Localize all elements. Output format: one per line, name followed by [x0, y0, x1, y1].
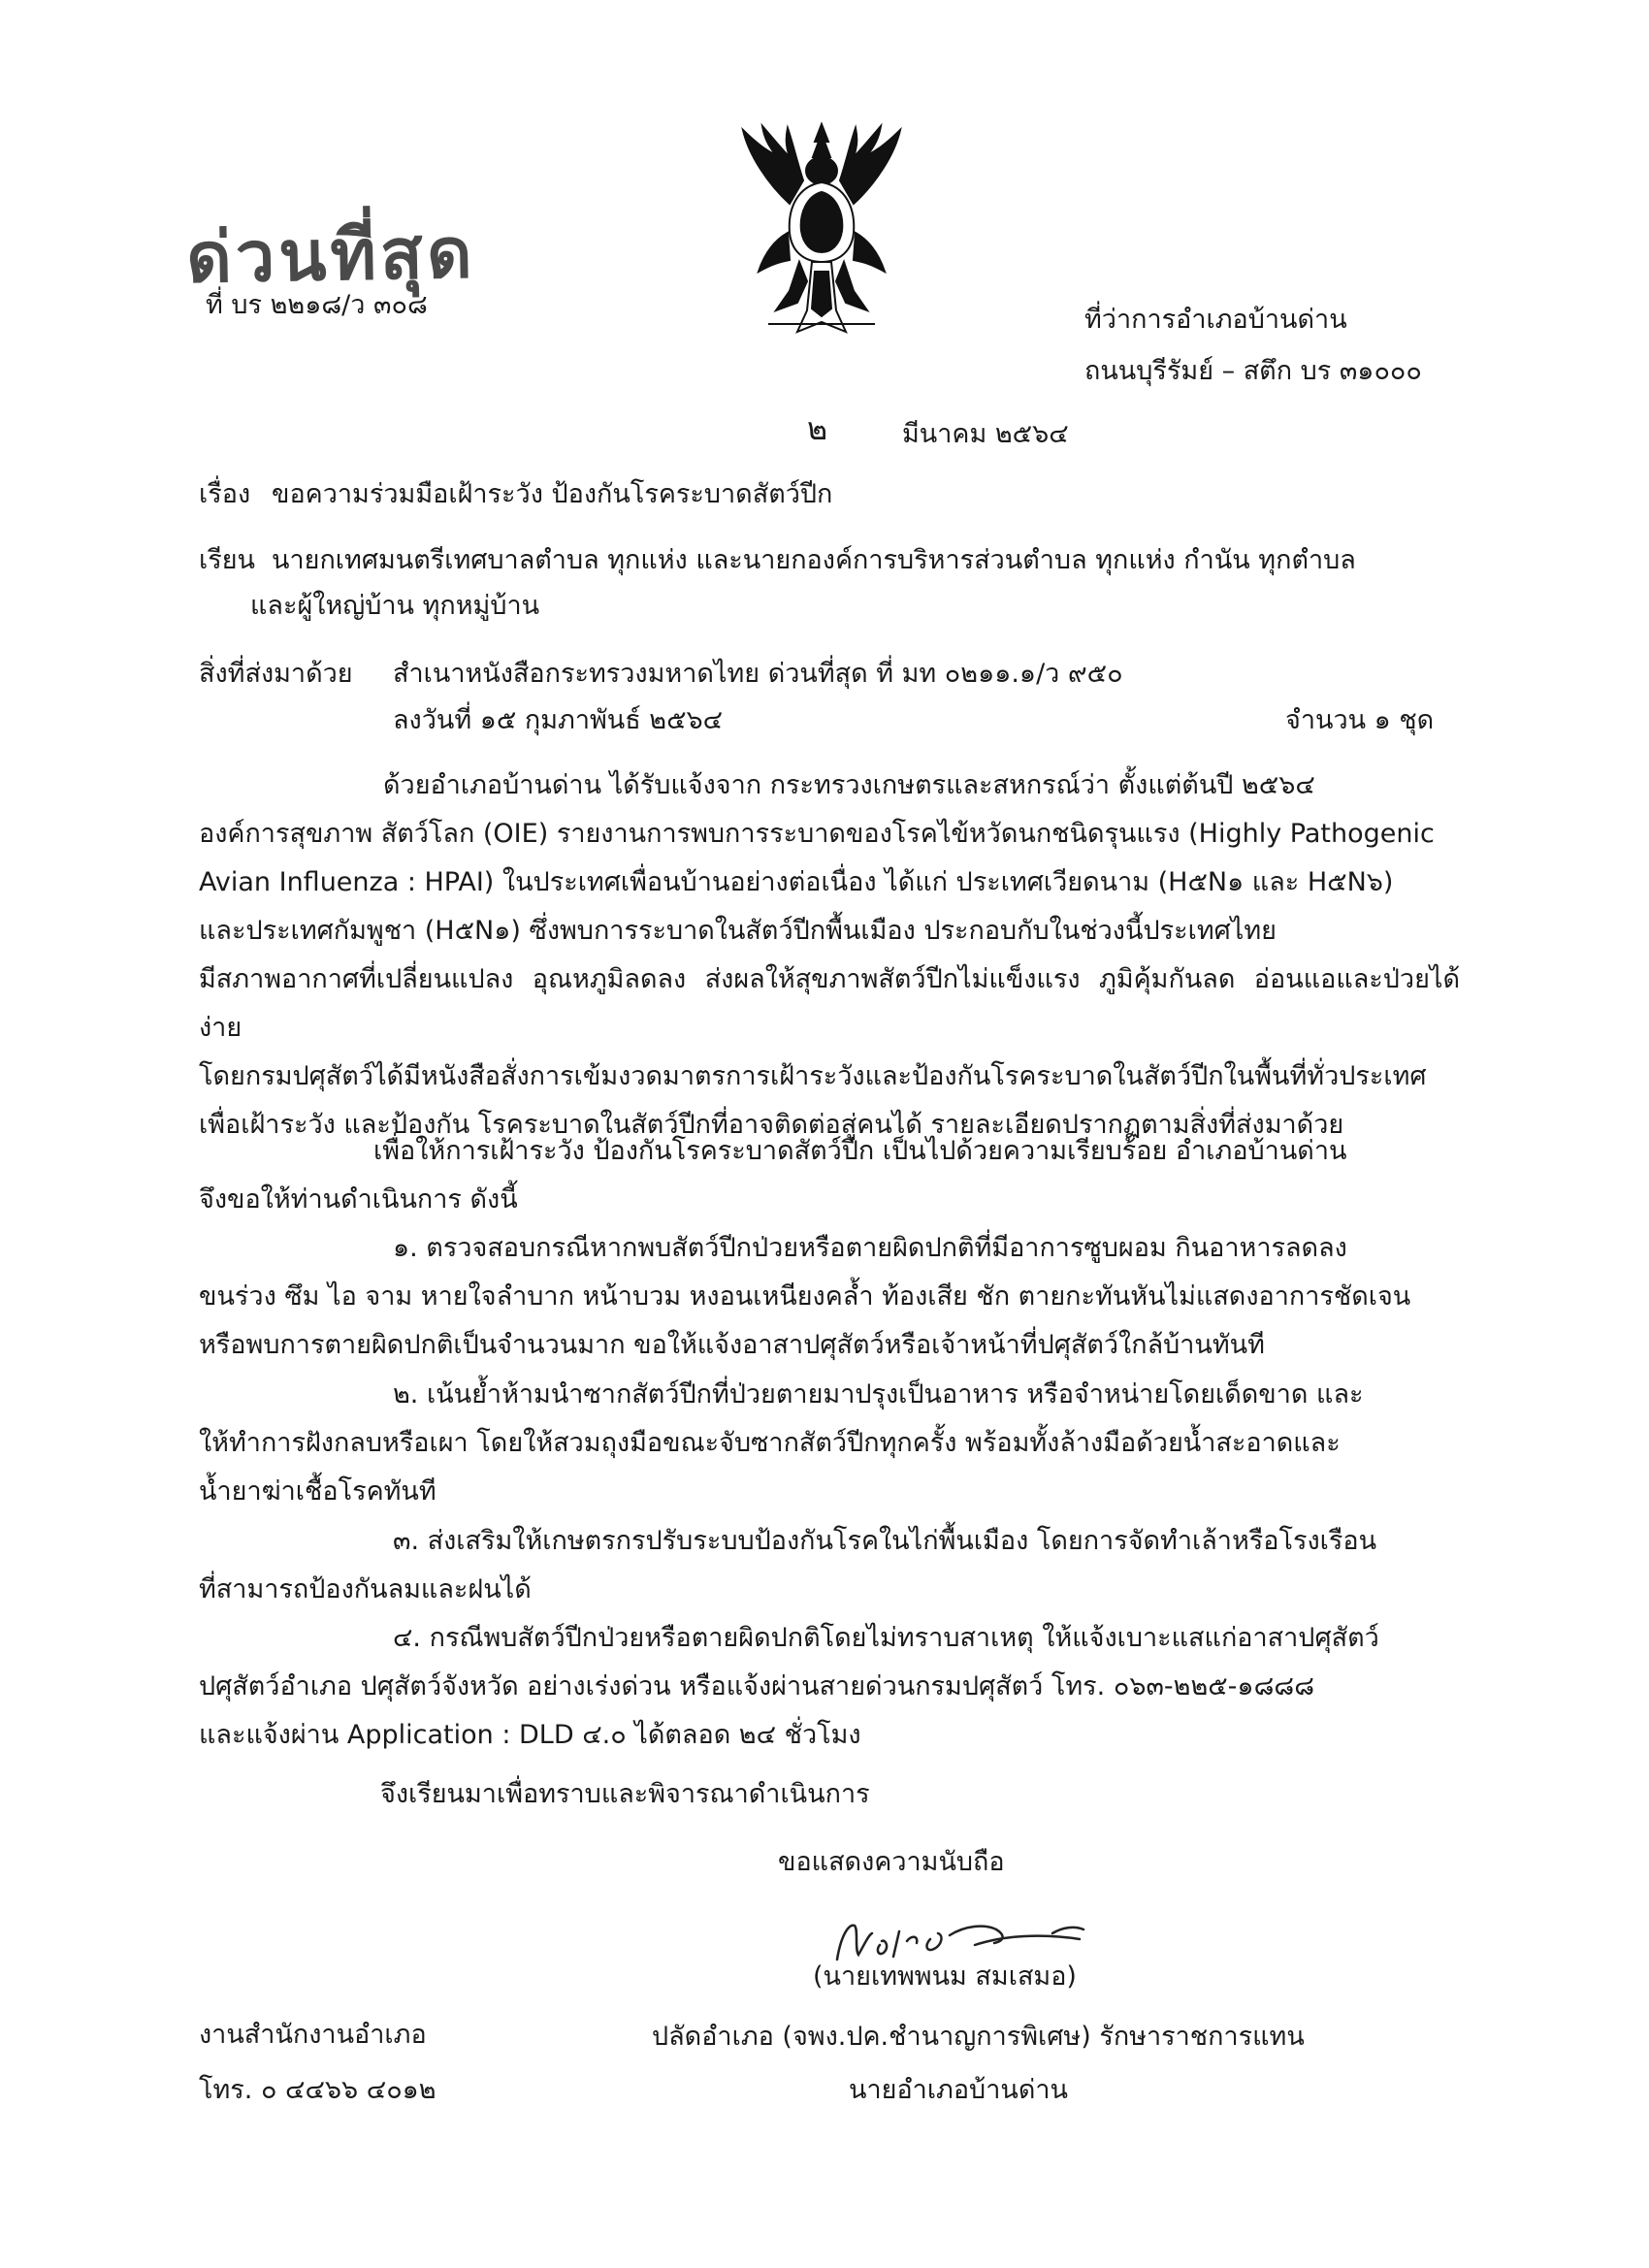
p1-line: และประเทศกัมพูชา (H๕N๑) ซึ่งพบการระบาดในสัตว์ปีกพื้นเมือง ประกอบกับในช่วงนี้ประเทศไทย	[199, 916, 1277, 946]
item1-line: ขนร่วง ซึม ไอ จาม หายใจลำบาก หน้าบวม หงอนเหนียงคล้ำ ท้องเสีย ชัก ตายกะทันหันไม่แสดงอาการชัดเจน	[199, 1281, 1411, 1312]
p1-line: ด้วยอำเภอบ้านด่าน ได้รับแจ้งจาก กระทรวงเกษตรและสหกรณ์ว่า ตั้งแต่ต้นปี ๒๕๖๔	[383, 770, 1315, 800]
instruction-item-1	[199, 1224, 1460, 1370]
item2-line: น้ำยาฆ่าเชื้อโรคทันที	[199, 1476, 436, 1507]
item3-line: ที่สามารถป้องกันลมและฝนได้	[199, 1574, 532, 1604]
closing-line: จึงเรียนมาเพื่อทราบและพิจารณาดำเนินการ	[380, 1779, 870, 1809]
p2-line: เพื่อให้การเฝ้าระวัง ป้องกันโรคระบาดสัตว์ปีก เป็นไปด้วยความเรียบร้อย อำเภอบ้านด่าน	[373, 1136, 1347, 1166]
instruction-item-3	[199, 1517, 1460, 1614]
subject-text: ขอความร่วมมือเฝ้าระวัง ป้องกันโรคระบาดสัตว์ปีก	[272, 479, 833, 509]
item4-line: ๔. กรณีพบสัตว์ปีกป่วยหรือตายผิดปกติโดยไม่ทราบสาเหตุ ให้แจ้งเบาะแสแก่อาสาปศุสัตว์	[393, 1623, 1379, 1653]
body-paragraph-2	[199, 1127, 1460, 1224]
item4-line: และแจ้งผ่าน Application : DLD ๔.๐ ได้ตลอด ๒๔ ชั่วโมง	[199, 1720, 861, 1750]
instruction-item-4	[199, 1614, 1460, 1760]
document-number: ที่ บร ๒๒๑๘/ว ๓๐๘	[206, 290, 428, 320]
footer-unit: งานสำนักงานอำเภอ	[199, 2020, 427, 2050]
footer-tel: โทร. ๐ ๔๔๖๖ ๔๐๑๒	[199, 2075, 436, 2105]
date-day: ๒	[807, 410, 828, 447]
item4-line: ปศุสัตว์อำเภอ ปศุสัตว์จังหวัด อย่างเร่งด่วน หรือแจ้งผ่านสายด่วนกรมปศุสัตว์ โทร. ๐๖๓-๒๒๕-๑๘๘๘	[199, 1671, 1315, 1701]
p1-line: Avian Influenza : HPAI) ในประเทศเพื่อนบ้านอย่างต่อเนื่อง ได้แก่ ประเทศเวียดนาม (H๕N๑ และ H๕N๖)	[199, 867, 1394, 897]
enclosure-line-2: ลงวันที่ ๑๕ กุมภาพันธ์ ๒๕๖๔	[393, 705, 724, 735]
garuda-emblem-icon	[729, 116, 914, 340]
item3-line: ๓. ส่งเสริมให้เกษตรกรปรับระบบป้องกันโรคในไก่พื้นเมือง โดยการจัดทำเล้าหรือโรงเรือน	[393, 1526, 1377, 1556]
item1-line: ๑. ตรวจสอบกรณีหากพบสัตว์ปีกป่วยหรือตายผิดปกติที่มีอาการซูบผอม กินอาหารลดลง	[393, 1233, 1347, 1263]
item2-line: ๒. เน้นย้ำห้ามนำซากสัตว์ปีกที่ป่วยตายมาปรุงเป็นอาหาร หรือจำหน่ายโดยเด็ดขาด และ	[393, 1379, 1364, 1409]
p1-line: โดยกรมปศุสัตว์ได้มีหนังสือสั่งการเข้มงวดมาตรการเฝ้าระวังและป้องกันโรคระบาดในสัตว์ปีกในพื้นที่ทั่วประเทศ	[199, 1061, 1427, 1091]
p1-line: องค์การสุขภาพ สัตว์โลก (OIE) รายงานการพบการระบาดของโรคไข้หวัดนกชนิดรุนแรง (Highly Pathogenic	[199, 819, 1435, 849]
date-month-year: มีนาคม ๒๕๖๔	[902, 419, 1069, 449]
instruction-item-2	[199, 1371, 1460, 1516]
item2-line: ให้ทำการฝังกลบหรือเผา โดยให้สวมถุงมือขณะจับซากสัตว์ปีกทุกครั้ง พร้อมทั้งล้างมือด้วยน้ำสะอาดและ	[199, 1428, 1341, 1458]
to-line-2: และผู้ใหญ่บ้าน ทุกหมู่บ้าน	[250, 591, 540, 621]
enclosure-label: สิ่งที่ส่งมาด้วย	[199, 659, 353, 689]
enclosure-count: จำนวน ๑ ชุด	[1285, 705, 1435, 735]
to-line-1: นายกเทศมนตรีเทศบาลตำบล ทุกแห่ง และนายกองค์การบริหารส่วนตำบล ทุกแห่ง กำนัน ทุกตำบล	[272, 545, 1356, 575]
p1-line: มีสภาพอากาศที่เปลี่ยนแปลง อุณหภูมิลดลง ส่งผลให้สุขภาพสัตว์ปีกไม่แข็งแรง ภูมิคุ้มกันลด อ่อนแอและป่วยได้ง่าย	[199, 964, 1460, 1043]
enclosure-line-1: สำเนาหนังสือกระทรวงมหาดไทย ด่วนที่สุด ที่ มท ๐๒๑๑.๑/ว ๙๕๐	[393, 659, 1123, 689]
to-label: เรียน	[199, 545, 256, 575]
p2-line: จึงขอให้ท่านดำเนินการ ดังนี้	[199, 1184, 518, 1215]
office-address: ถนนบุรีรัมย์ – สตึก บร ๓๑๐๐๐	[1084, 356, 1422, 386]
signer-position: ปลัดอำเภอ (จพง.ปค.ชำนาญการพิเศษ) รักษาราชการแทน	[652, 2022, 1305, 2052]
urgent-stamp: ด่วนที่สุด	[185, 211, 477, 299]
body-paragraph-1	[199, 761, 1460, 1150]
subject-label: เรื่อง	[199, 479, 251, 509]
office-name: ที่ว่าการอำเภอบ้านด่าน	[1084, 305, 1347, 335]
regards: ขอแสดงความนับถือ	[778, 1847, 1005, 1877]
signer-position-2: นายอำเภอบ้านด่าน	[849, 2075, 1068, 2105]
item1-line: หรือพบการตายผิดปกติเป็นจำนวนมาก ขอให้แจ้งอาสาปศุสัตว์หรือเจ้าหน้าที่ปศุสัตว์ใกล้บ้านทันที	[199, 1330, 1265, 1360]
p1-line: เพื่อเฝ้าระวัง และป้องกัน โรคระบาดในสัตว์ปีกที่อาจติดต่อสู่คนได้ รายละเอียดปรากฏตามสิ่งที่ส่งมาด้วย	[199, 1110, 1344, 1140]
signer-name: (นายเทพพนม สมเสมอ)	[813, 1961, 1077, 1992]
